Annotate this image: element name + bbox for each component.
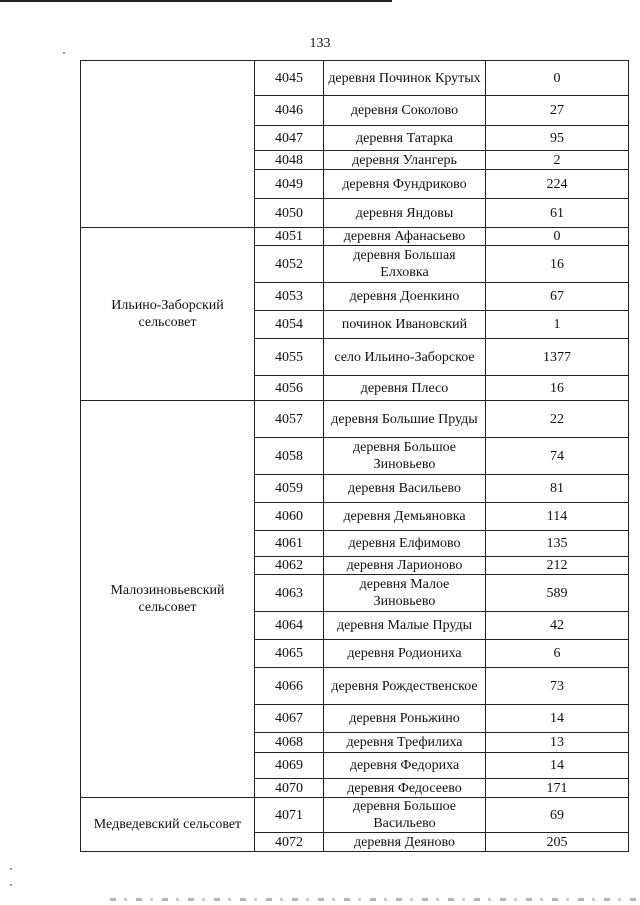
- settlement-number: 4063: [255, 575, 324, 612]
- settlement-population: 171: [486, 779, 629, 798]
- settlement-name: деревня Ларионово: [324, 557, 486, 575]
- settlement-name: деревня Малые Пруды: [324, 612, 486, 640]
- settlement-name: деревня Большие Пруды: [324, 401, 486, 438]
- settlement-population: 114: [486, 503, 629, 531]
- settlement-number: 4060: [255, 503, 324, 531]
- settlement-name: деревня Малое Зиновьево: [324, 575, 486, 612]
- settlement-name: деревня Соколово: [324, 96, 486, 126]
- table-row: [81, 798, 629, 833]
- settlement-population: 61: [486, 199, 629, 228]
- settlement-population: 2: [486, 151, 629, 170]
- region-cell: Ильино-Заборский сельсовет: [81, 228, 255, 401]
- settlement-population: 205: [486, 833, 629, 852]
- settlement-population: 27: [486, 96, 629, 126]
- settlement-population: 0: [486, 228, 629, 246]
- region-cell: Медведевский сельсовет: [81, 798, 255, 852]
- settlement-population: 16: [486, 246, 629, 283]
- settlement-population: 81: [486, 475, 629, 503]
- settlement-population: 95: [486, 126, 629, 151]
- settlement-name: деревня Большая Елховка: [324, 246, 486, 283]
- table-row: [81, 61, 629, 96]
- settlement-number: 4057: [255, 401, 324, 438]
- settlement-population: 1: [486, 311, 629, 339]
- settlement-name: деревня Федосеево: [324, 779, 486, 798]
- settlement-population: 14: [486, 705, 629, 733]
- settlement-number: 4052: [255, 246, 324, 283]
- settlement-name: деревня Плесо: [324, 376, 486, 401]
- settlement-population: 6: [486, 640, 629, 668]
- settlement-number: 4055: [255, 339, 324, 376]
- settlement-number: 4062: [255, 557, 324, 575]
- settlement-number: 4068: [255, 733, 324, 753]
- settlement-population: 16: [486, 376, 629, 401]
- settlement-number: 4069: [255, 753, 324, 779]
- settlement-name: деревня Деяново: [324, 833, 486, 852]
- settlement-population: 212: [486, 557, 629, 575]
- top-rule: [0, 0, 392, 2]
- settlement-number: 4072: [255, 833, 324, 852]
- settlement-population: 1377: [486, 339, 629, 376]
- table-row: [81, 228, 629, 246]
- settlement-number: 4065: [255, 640, 324, 668]
- settlement-number: 4071: [255, 798, 324, 833]
- scan-speck: [63, 52, 65, 54]
- settlement-population: 14: [486, 753, 629, 779]
- settlement-name: село Ильино-Заборское: [324, 339, 486, 376]
- settlement-population: 224: [486, 170, 629, 199]
- settlement-name: деревня Родиониха: [324, 640, 486, 668]
- settlement-number: 4056: [255, 376, 324, 401]
- settlement-number: 4049: [255, 170, 324, 199]
- settlement-name: деревня Улангерь: [324, 151, 486, 170]
- settlement-population: 74: [486, 438, 629, 475]
- settlement-name: починок Ивановский: [324, 311, 486, 339]
- settlement-name: деревня Трефилиха: [324, 733, 486, 753]
- settlement-population: 42: [486, 612, 629, 640]
- settlement-name: деревня Федориха: [324, 753, 486, 779]
- settlement-name: деревня Афанасьево: [324, 228, 486, 246]
- settlement-name: деревня Доенкино: [324, 283, 486, 311]
- settlement-number: 4050: [255, 199, 324, 228]
- settlement-number: 4048: [255, 151, 324, 170]
- settlement-number: 4051: [255, 228, 324, 246]
- settlement-name: деревня Роньжино: [324, 705, 486, 733]
- settlement-number: 4046: [255, 96, 324, 126]
- settlements-table: [80, 60, 629, 852]
- settlement-population: 135: [486, 531, 629, 557]
- page-number: 133: [309, 36, 331, 51]
- settlement-name: деревня Яндовы: [324, 199, 486, 228]
- settlement-name: деревня Рождественское: [324, 668, 486, 705]
- settlement-population: 13: [486, 733, 629, 753]
- settlement-name: деревня Васильево: [324, 475, 486, 503]
- region-cell: Малозиновьевский сельсовет: [81, 401, 255, 798]
- scan-bottom-edge: [110, 898, 640, 901]
- settlement-number: 4053: [255, 283, 324, 311]
- settlement-population: 67: [486, 283, 629, 311]
- settlement-population: 69: [486, 798, 629, 833]
- settlement-name: деревня Демьяновка: [324, 503, 486, 531]
- scan-speck: [10, 884, 12, 886]
- settlement-name: деревня Елфимово: [324, 531, 486, 557]
- settlement-number: 4064: [255, 612, 324, 640]
- settlement-name: деревня Починок Крутых: [324, 61, 486, 96]
- settlement-number: 4067: [255, 705, 324, 733]
- settlement-number: 4059: [255, 475, 324, 503]
- settlement-number: 4054: [255, 311, 324, 339]
- settlement-number: 4045: [255, 61, 324, 96]
- settlement-number: 4066: [255, 668, 324, 705]
- settlement-name: деревня Большое Зиновьево: [324, 438, 486, 475]
- settlement-name: деревня Фундриково: [324, 170, 486, 199]
- settlement-number: 4070: [255, 779, 324, 798]
- scan-speck: [10, 868, 12, 870]
- settlement-number: 4047: [255, 126, 324, 151]
- settlement-population: 73: [486, 668, 629, 705]
- settlement-population: 22: [486, 401, 629, 438]
- settlement-name: деревня Большое Васильево: [324, 798, 486, 833]
- region-cell: [81, 61, 255, 228]
- settlement-number: 4058: [255, 438, 324, 475]
- settlement-population: 0: [486, 61, 629, 96]
- settlement-number: 4061: [255, 531, 324, 557]
- settlements-table-body: [81, 61, 629, 852]
- table-row: [81, 401, 629, 438]
- settlement-name: деревня Татарка: [324, 126, 486, 151]
- settlement-population: 589: [486, 575, 629, 612]
